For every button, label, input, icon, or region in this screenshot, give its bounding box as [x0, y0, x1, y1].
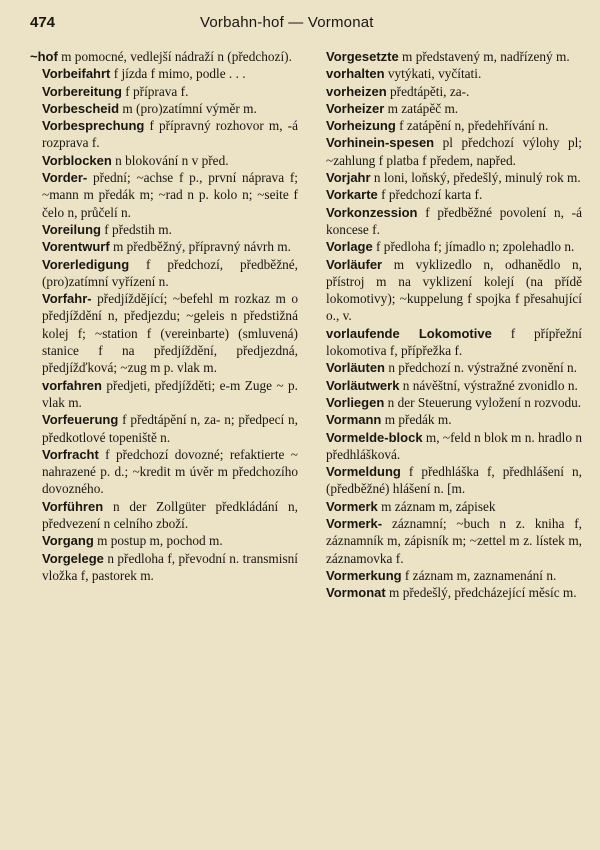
entry-definition: f záznam m, zaznamenání n.	[401, 567, 557, 583]
entry-definition: předjeti, předjížděti; e-m Zuge ~ p. vlak m.	[42, 377, 298, 410]
entry-definition: m (pro)zatímní výměr m.	[119, 100, 257, 116]
dictionary-entry	[314, 359, 582, 376]
entry-definition: f přípravný rozhovor m, -á rozprava f.	[42, 118, 298, 151]
page-header	[30, 14, 586, 42]
entry-headword: Vorder-	[42, 170, 88, 186]
entry-definition: přední; ~achse f p., první náprava f; ~mann m předák m; ~rad n p. kolo n; ~seite f čelo n, průčelí n.	[42, 170, 298, 220]
entry-definition: n předchozí n. výstražné zvonění n.	[385, 360, 577, 376]
entry-definition: vytýkati, vyčítati.	[384, 66, 482, 82]
dictionary-entry	[314, 584, 582, 601]
dictionary-entry	[30, 446, 298, 498]
entry-headword: Vorfeuerung	[42, 412, 119, 428]
entry-definition: m záznam m, zápisek	[377, 498, 496, 514]
entry-definition: m představený m, nadřízený m.	[398, 49, 570, 64]
entry-definition: předjíždějící; ~befehl m rozkaz m o předjíždění n, předjezdu; ~geleis n předstižná kolej f; ~station f (vereinbarte) (smluvená) stanice f na předjíždění, předjezdná, předjížďková; ~zug m p. vlak m.	[42, 291, 298, 376]
entry-definition: f zatápění n, předehřívání n.	[395, 118, 549, 134]
entry-headword: Vorläufer	[326, 256, 383, 272]
dictionary-entry	[314, 169, 582, 186]
dictionary-entry	[314, 411, 582, 428]
entry-headword: Vormerk	[326, 498, 378, 514]
dictionary-entry	[314, 515, 582, 567]
entry-definition: f předchozí karta f.	[377, 187, 483, 203]
dictionary-entry	[314, 463, 582, 498]
entry-headword: Vorbescheid	[42, 100, 120, 116]
entry-definition: f předtápění n, za- n; předpecí n, předkotlové topeniště n.	[42, 412, 298, 445]
entry-definition: m předák m.	[381, 412, 452, 428]
entry-headword: Vorliegen	[326, 394, 385, 410]
entry-headword: Vorgesetzte	[326, 49, 399, 64]
entry-headword: vorhalten	[326, 66, 385, 82]
dictionary-entry	[30, 238, 298, 255]
dictionary-entry	[314, 134, 582, 169]
dictionary-entry	[30, 550, 298, 585]
entry-definition: m předešlý, předcházející měsíc m.	[385, 585, 577, 601]
entry-headword: Vorkarte	[326, 187, 378, 203]
dictionary-entry	[314, 429, 582, 464]
columns	[30, 48, 586, 602]
entry-headword: ~hof	[30, 49, 58, 64]
entry-headword: Vorfahr-	[42, 291, 92, 307]
dictionary-entry	[30, 117, 298, 152]
entry-headword: Vorlage	[326, 239, 373, 255]
entry-headword: Vorgang	[42, 533, 94, 549]
entry-definition: n předloha f, převodní n. transmisní vložka f, pastorek m.	[42, 550, 298, 583]
entry-headword: Vormerkung	[326, 567, 402, 583]
entry-definition: f předhláška f, předhlášení n, (předběžné) hlášení n. [m.	[326, 464, 582, 497]
dictionary-entry	[30, 532, 298, 549]
entry-definition: n blokování n v před.	[111, 152, 229, 168]
entry-headword: Vormerk-	[326, 516, 383, 532]
entry-headword: Vorbereitung	[42, 83, 122, 99]
entry-headword: Vorfracht	[42, 446, 99, 462]
dictionary-entry	[314, 204, 582, 239]
dictionary-entry	[314, 48, 582, 65]
dictionary-entry	[30, 498, 298, 533]
dictionary-entry	[314, 394, 582, 411]
entry-headword: vorheizen	[326, 83, 387, 99]
entry-headword: Vorgelege	[42, 550, 104, 566]
dictionary-entry	[314, 238, 582, 255]
dictionary-entry	[30, 169, 298, 221]
left-column	[30, 48, 298, 602]
entry-definition: n loni, loňský, předešlý, minulý rok m.	[370, 170, 581, 186]
dictionary-entry	[30, 100, 298, 117]
entry-definition: m pomocné, vedlejší nádraží n (předchozí).	[57, 49, 292, 64]
dictionary-entry	[30, 377, 298, 412]
entry-definition: m zatápěč m.	[384, 100, 459, 116]
entry-headword: vorlaufende Lokomotive	[326, 325, 492, 341]
right-column	[314, 48, 582, 602]
dictionary-entry	[30, 290, 298, 376]
dictionary-entry	[314, 65, 582, 82]
dictionary-entry	[30, 152, 298, 169]
entry-headword: Vorbeifahrt	[42, 66, 111, 82]
dictionary-entry	[30, 83, 298, 100]
entry-definition: f předstih m.	[100, 221, 172, 237]
entry-headword: Vorkonzession	[326, 204, 418, 220]
entry-headword: Vorläutwerk	[326, 377, 400, 393]
entry-definition: f přípřežní lokomotiva f, přípřežka f.	[326, 325, 582, 359]
entry-headword: Vorheizer	[326, 100, 385, 116]
dictionary-entry	[314, 186, 582, 203]
entry-definition: záznamní; ~buch n z. kniha f, záznamník m, zápisník m; ~zettel m z. lístek m, záznamovka f.	[326, 516, 582, 566]
entry-headword: Vorhinein-spesen	[326, 135, 435, 151]
entry-definition: m předběžný, přípravný návrh m.	[109, 239, 291, 255]
entry-definition: předtápěti, za-.	[386, 83, 470, 99]
entry-definition: pl předchozí výlohy pl; ~zahlung f platba f předem, napřed.	[326, 135, 582, 168]
entry-headword: Vormelde-block	[326, 429, 423, 445]
entry-definition: f předloha f; jímadlo n; zpolehadlo n.	[372, 239, 575, 255]
entry-headword: Vorblocken	[42, 152, 112, 168]
entry-definition: n der Steuerung vyložení n rozvodu.	[384, 394, 582, 410]
entry-headword: Vorbesprechung	[42, 118, 145, 134]
entry-headword: Voreilung	[42, 221, 101, 237]
entry-definition: m postup m, pochod m.	[93, 533, 223, 549]
dictionary-entry	[30, 48, 298, 65]
entry-headword: Vormonat	[326, 585, 386, 601]
dictionary-entry	[314, 117, 582, 134]
entry-headword: Vormann	[326, 412, 382, 428]
dictionary-entry	[30, 411, 298, 446]
dictionary-entry	[30, 221, 298, 238]
entry-definition: m, ~feld n blok m n. hradlo n předhlášková.	[326, 429, 582, 462]
entry-headword: vorfahren	[42, 377, 102, 393]
entry-definition: n návěštní, výstražné zvonidlo n.	[399, 377, 578, 393]
running-head: Vorbahn-hof — Vormonat	[200, 14, 374, 31]
entry-definition: f předchozí, předběžné, (pro)zatímní vyřízení n.	[42, 256, 298, 289]
dictionary-entry	[30, 256, 298, 291]
entry-headword: Vormeldung	[326, 464, 401, 480]
entry-headword: Vorläuten	[326, 360, 385, 376]
entry-definition: m vyklizedlo n, odhanědlo n, přístroj m na vyklizení kolejí (na přídě lokomotivy); ~kuppelung f spojka f přesahující o., v.	[326, 256, 582, 324]
dictionary-entry	[314, 498, 582, 515]
entry-headword: Vorentwurf	[42, 239, 110, 255]
entry-headword: Vorführen	[42, 498, 104, 514]
entry-headword: Vorheizung	[326, 118, 396, 134]
dictionary-entry	[30, 65, 298, 82]
entry-definition: f příprava f.	[121, 83, 189, 99]
dictionary-entry	[314, 83, 582, 100]
entry-definition: f předchozí dovozné; refaktierte ~ nahrazené p. d.; ~kredit m úvěr m předchozího dovozného.	[42, 446, 298, 497]
entry-definition: f předběžné povolení n, -á koncese f.	[326, 204, 582, 237]
dictionary-entry	[314, 377, 582, 394]
entry-headword: Vorjahr	[326, 170, 371, 186]
dictionary-entry	[314, 100, 582, 117]
dictionary-entry	[314, 256, 582, 325]
entry-headword: Vorerledigung	[42, 256, 130, 272]
dictionary-entry	[314, 567, 582, 584]
dictionary-entry	[314, 325, 582, 360]
entry-definition: n der Zollgüter předkládání n, předvezení n celního zboží.	[42, 498, 298, 532]
entry-definition: f jízda f mimo, podle . . .	[110, 66, 246, 82]
page-number: 474	[30, 14, 56, 31]
